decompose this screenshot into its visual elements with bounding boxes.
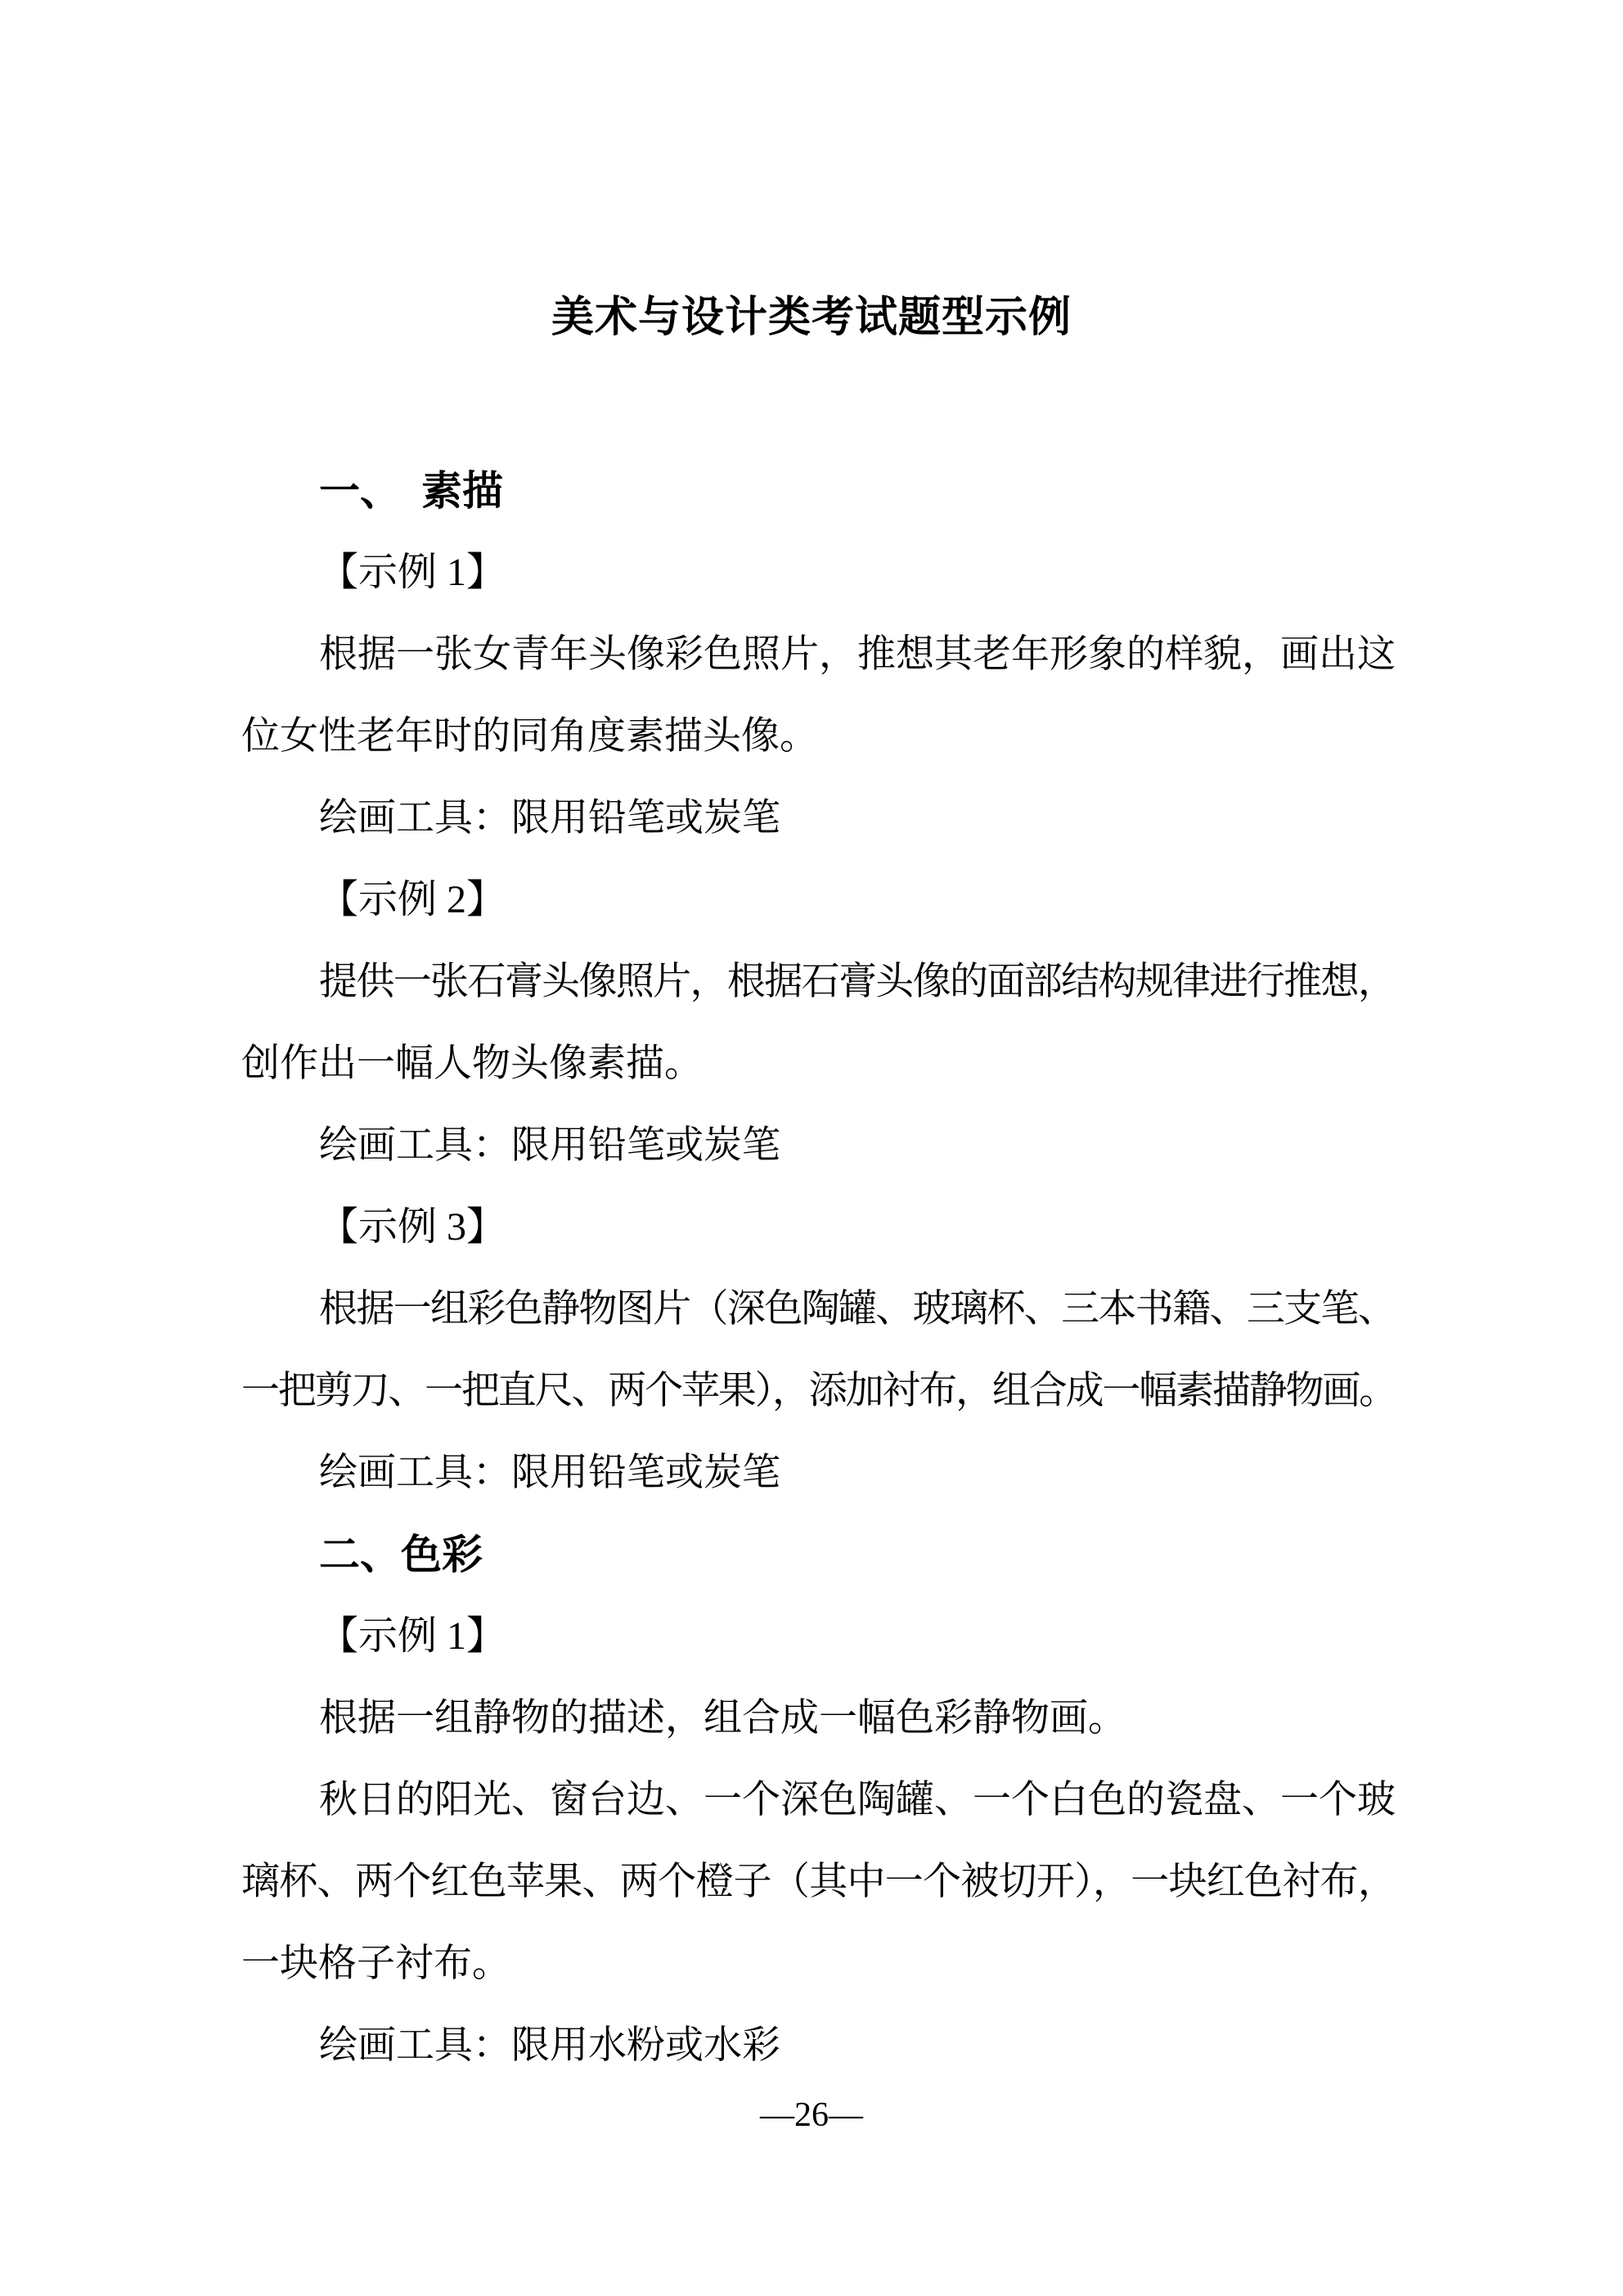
- section-heading: 一、 素描: [319, 468, 503, 514]
- tools-line: 绘画工具：限用水粉或水彩: [319, 2024, 780, 2067]
- section-heading: 二、色彩: [319, 1532, 483, 1578]
- example-label: 【示例 1】: [319, 551, 506, 594]
- paragraph-line: 根据一组彩色静物图片（深色陶罐、玻璃杯、三本书籍、三支笔、: [319, 1288, 1395, 1330]
- paragraph-line: 一把剪刀、一把直尺、两个苹果），添加衬布，组合成一幅素描静物画。: [241, 1370, 1395, 1412]
- paragraph-line: 根据一组静物的描述，组合成一幅色彩静物画。: [319, 1697, 1126, 1740]
- paragraph-line: 璃杯、两个红色苹果、两个橙子（其中一个被切开），一块红色衬布，: [241, 1861, 1395, 1903]
- paragraph-line: 创作出一幅人物头像素描。: [241, 1042, 703, 1085]
- paragraph-line: 提供一张石膏头像照片，根据石膏头像的面部结构规律进行推想，: [319, 961, 1395, 1003]
- paragraph-line: 根据一张女青年头像彩色照片，推想其老年形象的样貌，画出这: [319, 633, 1396, 676]
- tools-line: 绘画工具：限用铅笔或炭笔: [319, 797, 780, 840]
- paragraph-line: 位女性老年时的同角度素描头像。: [241, 715, 818, 758]
- paragraph-line: 秋日的阳光、窗台边、一个深色陶罐、一个白色的瓷盘、一个玻: [319, 1779, 1396, 1821]
- paragraph-line: 一块格子衬布。: [241, 1943, 510, 1985]
- page-number: —26—: [760, 2096, 863, 2134]
- tools-line: 绘画工具：限用铅笔或炭笔: [319, 1452, 780, 1494]
- example-label: 【示例 3】: [319, 1205, 506, 1249]
- tools-line: 绘画工具：限用铅笔或炭笔: [319, 1124, 780, 1167]
- document-body: [0, 450, 1623, 2087]
- page-title: 美术与设计类考试题型示例: [551, 294, 1072, 341]
- example-label: 【示例 1】: [319, 1614, 506, 1658]
- example-label: 【示例 2】: [319, 878, 506, 921]
